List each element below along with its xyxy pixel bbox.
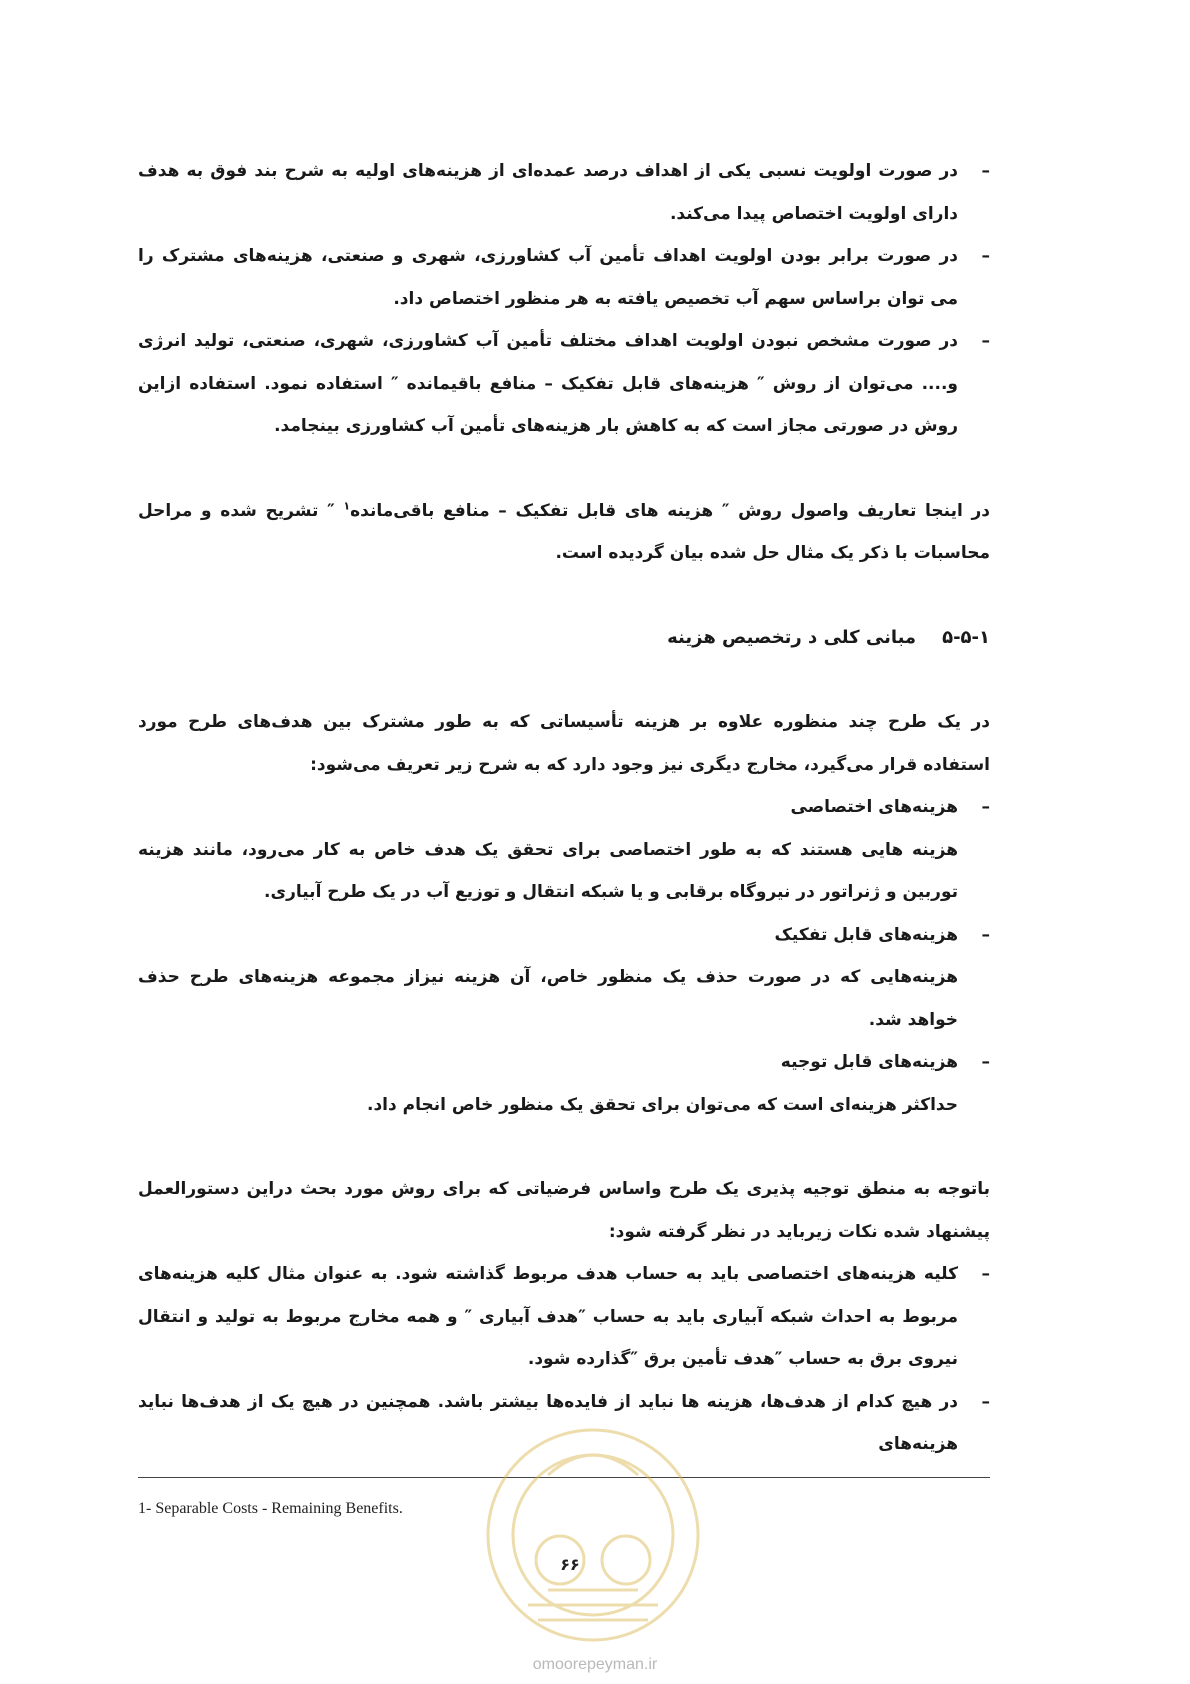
- section-number: ۵-۵-۱: [942, 626, 990, 648]
- bullet-dash: –: [981, 246, 990, 266]
- body-text: [138, 150, 990, 1466]
- bullet-text: در صورت برابر بودن اولویت اهداف تأمین آب کشاورزی، شهری و صنعتی، هزینه‌های مشترک را می توان براساس سهم آب تخصیص یافته به هر منظور اختصاص داد.: [138, 246, 958, 309]
- bullet-dash: –: [981, 924, 990, 945]
- definition-description: حداکثر هزینه‌ای است که می‌توان برای تحقق یک منظور خاص انجام داد.: [366, 1094, 958, 1115]
- gear-icon: [602, 1536, 650, 1584]
- bullet-text: در هیچ کدام از هدف‌ها، هزینه ها نباید از فایده‌ها بیشتر باشد. همچنین در هیچ یک از هدف‌ها نباید هزینه‌های: [138, 1391, 958, 1454]
- bullet-dash: –: [981, 161, 990, 181]
- bullet-text: در صورت اولویت نسبی یکی از اهداف درصد عمده‌ای از هزینه‌های اولیه به شرح بند فوق به هدف دارای اولویت اختصاص پیدا می‌کند.: [138, 161, 958, 224]
- section-intro-paragraph: در یک طرح چند منظوره علاوه بر هزینه تأسیساتی که به طور مشترک بین هدف‌های طرح مورد استفاده قرار می‌گیرد، مخارج دیگری نیز وجود دارد که به شرح زیر تعریف می‌شود:: [138, 712, 990, 775]
- watermark-logo: [478, 1415, 708, 1655]
- footnote: 1- Separable Costs - Remaining Benefits.: [138, 1500, 403, 1517]
- intro-text-after: ″ تشریح شده و مراحل محاسبات با ذکر یک مثال حل شده بیان گردیده است.: [138, 500, 990, 563]
- intro-text-before: در اینجا تعاریف واصول روش ″ هزینه های قابل تفکیک – منافع باقی‌مانده: [350, 500, 990, 521]
- watermark-site: omoorepeyman.ir: [532, 1656, 658, 1673]
- definition-term-text: هزینه‌های اختصاصی: [790, 797, 958, 817]
- definition-term: [138, 786, 990, 829]
- bullet-dash: –: [981, 1391, 990, 1412]
- bullet-item: [138, 320, 990, 448]
- bullet-item: [138, 150, 990, 235]
- definition-term-text: هزینه‌های قابل تفکیک: [774, 924, 958, 945]
- definition-description: هزینه هایی هستند که به طور اختصاصی برای تحقق یک هدف خاص به کار می‌رود، مانند هزینه توربین و ژنراتور در نیروگاه برقابی و یا شبکه انتقال و توزیع آب در یک طرح آبیاری.: [138, 839, 958, 902]
- watermark-arc: [548, 1455, 638, 1475]
- definition-term: [138, 1041, 990, 1084]
- definition-term: [138, 914, 990, 957]
- closing-intro-paragraph: باتوجه به منطق توجیه پذیری یک طرح واساس فرضیاتی که برای روش مورد بحث دراین دستورالعمل پیشنهاد شده نکات زیرباید در نظر گرفته شود:: [138, 1179, 990, 1242]
- intro-paragraph: [138, 490, 990, 575]
- definition-description: هزینه‌هایی که در صورت حذف یک منظور خاص، آن هزینه نیزاز مجموعه هزینه‌های طرح حذف خواهد شد.: [138, 967, 958, 1030]
- bullet-dash: –: [981, 331, 990, 351]
- bullet-text: در صورت مشخص نبودن اولویت اهداف مختلف تأمین آب کشاورزی، شهری، صنعتی، تولید انرژی و.... می‌توان از روش ″ هزینه‌های قابل تفکیک – منافع باقیمانده ″ استفاده نمود. استفاده ازاین روش در صورتی مجاز است که به کاهش بار هزینه‌های تأمین آب کشاورزی بینجامد.: [138, 331, 958, 436]
- footnote-reference: ١: [343, 498, 351, 512]
- bullet-dash: –: [981, 1264, 990, 1284]
- page-number: ۶۶: [560, 1555, 580, 1574]
- bullet-text: کلیه هزینه‌های اختصاصی باید به حساب هدف مربوط گذاشته شود. به عنوان مثال کلیه هزینه‌های مربوط به احداث شبکه آبیاری باید به حساب ″هدف آبیاری ″ و همه مخارج مربوط به تولید و انتقال نیروی برق به حساب ″هدف تأمین برق ″گذارده شود.: [138, 1264, 958, 1369]
- bullet-dash: –: [981, 1052, 990, 1072]
- section-title: مبانی کلی د رتخصیص هزینه: [667, 626, 917, 648]
- watermark-outer-ring: [488, 1430, 698, 1640]
- bullet-item: [138, 235, 990, 320]
- section-heading: [138, 617, 990, 660]
- bullet-item: [138, 1253, 990, 1381]
- definition-term-text: هزینه‌های قابل توجیه: [780, 1052, 958, 1072]
- bullet-dash: –: [981, 797, 990, 817]
